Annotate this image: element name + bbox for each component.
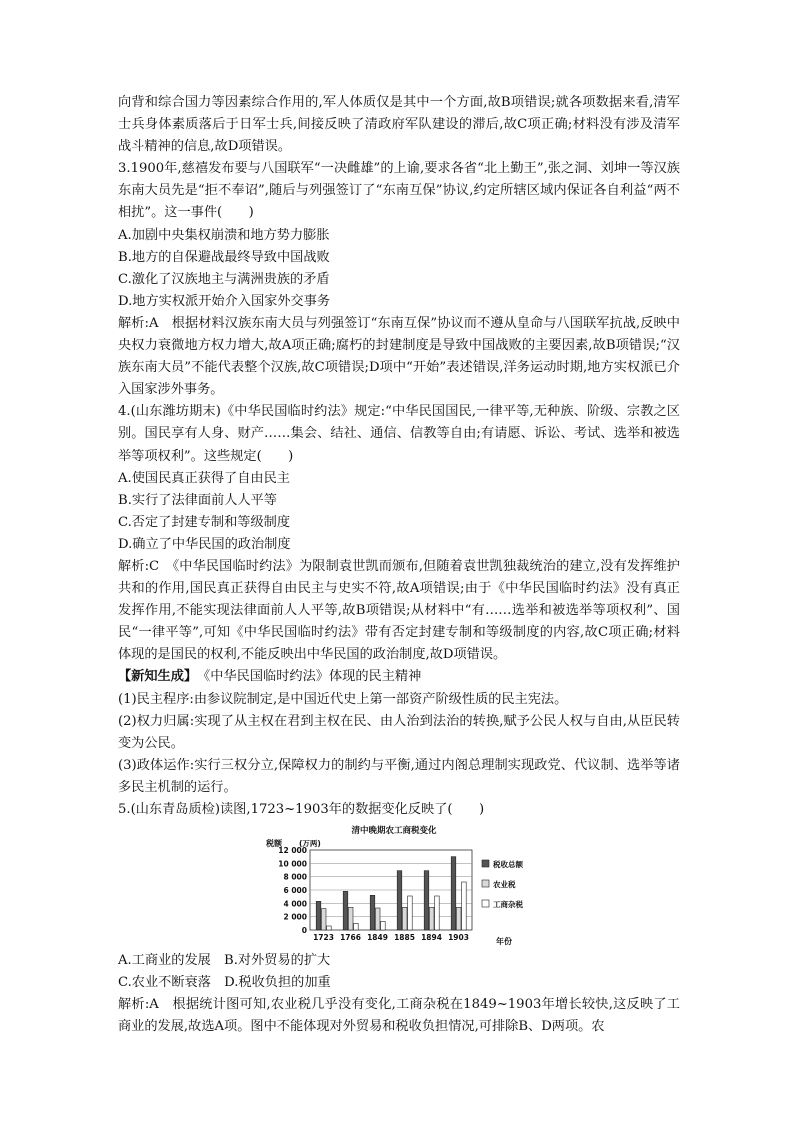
y-tick-label: 4 000 — [283, 899, 307, 909]
option-4c: C.否定了封建专制和等级制度 — [118, 514, 291, 530]
bar — [321, 909, 326, 930]
x-tick-label: 1723 — [313, 933, 334, 943]
question-5: 5.(山东青岛质检)读图,1723~1903年的数据变化反映了( ) — [118, 802, 485, 817]
option-3a: A.加剧中央集权崩溃和地方势力膨胀 — [118, 227, 330, 243]
tax-chart-svg — [264, 824, 564, 948]
bar — [327, 926, 332, 930]
option-3c: C.激化了汉族地主与满洲贵族的矛盾 — [118, 271, 330, 287]
bar — [462, 882, 467, 930]
bar — [408, 896, 413, 930]
y-tick-label: 12 000 — [278, 846, 307, 856]
bar — [397, 871, 402, 930]
legend-swatch — [482, 880, 489, 887]
bar — [429, 907, 434, 930]
legend-swatch — [482, 900, 489, 907]
option-5-row1: A.工商业的发展 B.对外贸易的扩大 — [118, 953, 331, 969]
chart-xlabel: 年份 — [496, 937, 512, 947]
document-page — [118, 92, 680, 1038]
new-knowledge-item: (2)权力归属:实现了从主权在君到主权在民、由人治到法治的转换,赋予公民人权与自由,从臣民转变为公民。 — [118, 713, 680, 751]
y-tick-label: 8 000 — [283, 872, 307, 882]
bar — [354, 923, 359, 930]
bar — [343, 891, 348, 930]
x-tick-label: 1766 — [340, 933, 361, 943]
x-tick-label: 1903 — [448, 933, 469, 943]
bar — [402, 907, 407, 930]
answer-3: 解析:A 根据材料汉族东南大员与列强签订“东南互保”协议而不遵从皇命与八国联军抗战,反映中央权力衰微地方权力增大,故A项正确;腐朽的封建制度是导致中国战败的主要因素,故B项错误;“汉族东南大员”不能代表整个汉族,故C项错误;D项中“开始”表述错误,洋务运动时期,地方实权派已介入国家涉外事务。 — [118, 315, 680, 398]
question-4: 4.(山东潍坊期末)《中华民国临时约法》规定:“中华民国国民,一律平等,无种族、阶级、宗教之区别。国民享有人身、财产……集会、结社、通信、信教等自由;有请愿、诉讼、考试、选举和被选举等项权利”。这些规定( ) — [118, 404, 680, 464]
answer-4: 解析:C 《中华民国临时约法》为限制袁世凯而颁布,但随着袁世凯独裁统治的建立,没有发挥维护共和的作用,国民真正获得自由民主与史实不符,故A项错误;由于《中华民国临时约法》没有真正发挥作用,不能实现法律面前人人平等,故B项错误;从材料中“有……选举和被选举等项权利”、国民“一律平等”,可知《中华民国临时约法》带有否定封建专制和等级制度的内容,故C项正确;材料体现的是国民的权利,不能反映出中华民国的政治制度,故D项错误。 — [118, 558, 680, 663]
legend-label: 农业税 — [493, 880, 516, 890]
y-tick-label: 6 000 — [283, 886, 307, 896]
bar — [424, 871, 429, 930]
y-tick-label: 10 000 — [278, 859, 307, 869]
bar — [456, 907, 461, 930]
bar — [375, 908, 380, 930]
chart-yunit: (万两) — [299, 839, 321, 849]
legend-label: 税收总额 — [493, 860, 523, 870]
option-3d: D.地方实权派开始介入国家外交事务 — [118, 293, 331, 309]
bar — [435, 896, 440, 930]
option-4d: D.确立了中华民国的政治制度 — [118, 536, 291, 552]
chart-title: 清中晚期农工商税变化 — [351, 826, 437, 837]
answer-5: 解析:A 根据统计图可知,农业税几乎没有变化,工商杂税在1849~1903年增长较快,这反映了工商业的发展,故选A项。图中不能体现对外贸易和税收负担情况,可排除B、D两项。农 — [118, 997, 680, 1035]
option-5-row2: C.农业不断衰落 D.税收负担的加重 — [118, 975, 331, 991]
new-knowledge-item: (3)政体运作:实行三权分立,保障权力的制约与平衡,通过内阁总理制实现政党、代议制、选举等诸多民主机制的运行。 — [118, 757, 680, 795]
legend-swatch — [482, 860, 489, 867]
new-knowledge-heading — [118, 666, 680, 688]
x-tick-label: 1849 — [367, 933, 388, 943]
new-knowledge-item: (1)民主程序:由参议院制定,是中国近代史上第一部资产阶级性质的民主宪法。 — [118, 691, 568, 707]
option-3b: B.地方的自保避战最终导致中国战败 — [118, 249, 330, 265]
y-tick-label: 0 — [301, 926, 307, 936]
chart-ylabel: 税额 — [266, 839, 282, 849]
bar — [348, 907, 353, 930]
bar — [451, 857, 456, 930]
option-4a: A.使国民真正获得了自由民主 — [118, 470, 290, 486]
bar — [316, 901, 321, 930]
bar — [381, 921, 386, 930]
x-tick-label: 1894 — [421, 933, 442, 943]
legend-label: 工商杂税 — [493, 900, 523, 910]
option-4b: B.实行了法律面前人人平等 — [118, 492, 277, 508]
bar — [370, 895, 375, 930]
new-knowledge-title: 《中华民国临时约法》体现的民主精神 — [190, 669, 422, 685]
question-3: 3.1900年,慈禧发布要与八国联军“一决雌雄”的上谕,要求各省“北上勤王”,张之洞、刘坤一等汉族东南大员先是“拒不奉诏”,随后与列强签订了“东南互保”协议,约定所辖区域内保证各自利益“两不相扰”。这一事件( ) — [118, 161, 680, 221]
new-knowledge-tag: 【新知生成】 — [118, 669, 191, 685]
paragraph: 向背和综合国力等因素综合作用的,军人体质仅是其中一个方面,故B项错误;就各项数据来看,清军士兵身体素质落后于日军士兵,间接反映了清政府军队建设的滞后,故C项正确;材料没有涉及清军战斗精神的信息,故D项错误。 — [118, 95, 680, 155]
y-tick-label: 2 000 — [283, 912, 307, 922]
tax-chart — [264, 824, 564, 948]
x-tick-label: 1885 — [394, 933, 415, 943]
